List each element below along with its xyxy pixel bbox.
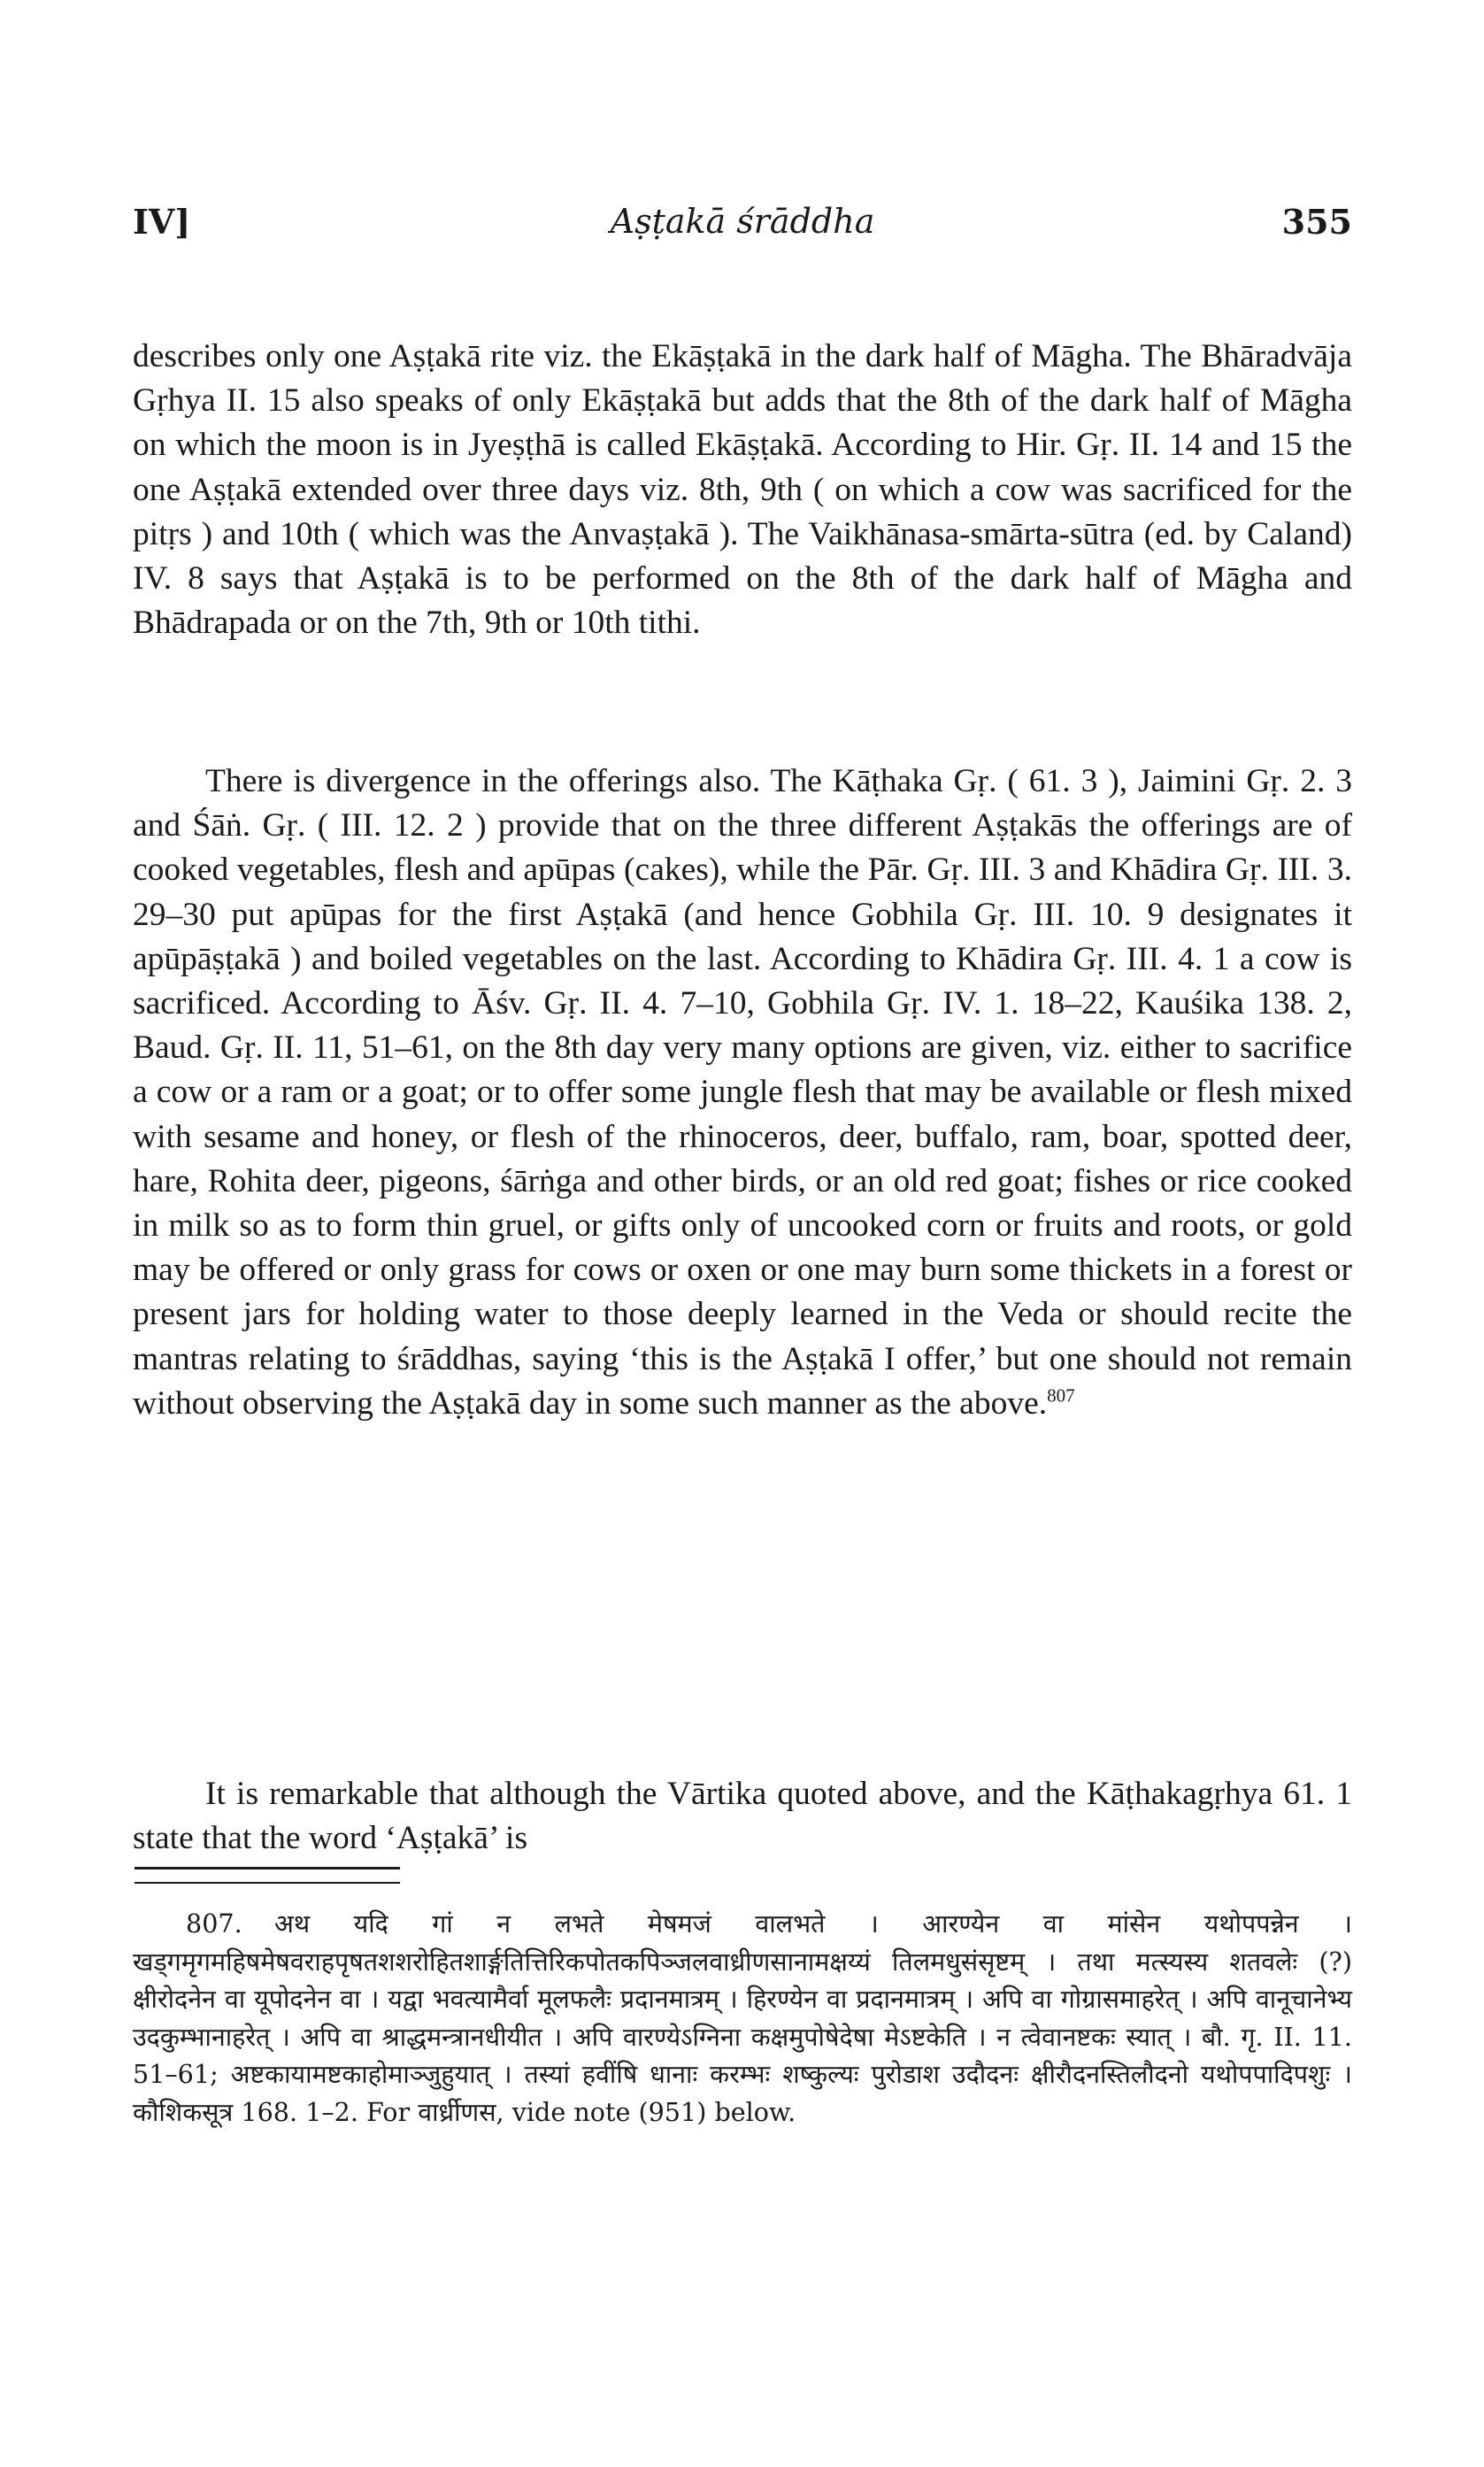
paragraph-text: There is divergence in the offerings also. The Kāṭhaka Gṛ. ( 61. 3 ), Jaimini Gṛ. 2. 3 and Śāṅ. Gṛ. ( III. 12. 2 ) provide that on the three different Aṣṭakās the offerings are of cooked vegetables, flesh and apūpas (cakes), while the Pār. Gṛ. III. 3 and Khādira Gṛ. III. 3. 29–30 put apūpas for the first Aṣṭakā (and hence Gobhila Gṛ. III. 10. 9 designates it apūpāṣṭakā ) and boiled vegetables on the last. According to Khādira Gṛ. III. 4. 1 a cow is sacrificed. According to Āśv. Gṛ. II. 4. 7–10, Gobhila Gṛ. IV. 1. 18–22, Kauśika 138. 2, Baud. Gṛ. II. 11, 51–61, on the 8th day very many options are given, viz. either to sacrifice a cow or a ram or a goat; or to offer some jungle flesh that may be available or flesh mixed with sesame and honey, or flesh of the rhinoceros, deer, buffalo, ram, boar, spotted deer, hare, Rohita deer, pigeons, śārṅga and other birds, or an old red goat; fishes or rice cooked in milk so as to form thin gruel, or gifts only of uncooked corn or fruits and roots, or gold may be offered or only grass for cows or oxen or one may burn some thickets in a forest or present jars for holding water to those deeply learned in the Veda or should recite the mantras relating to śrāddhas, saying ‘this is the Aṣṭakā I offer,’ but one should not remain without observing the Aṣṭakā day in some such manner as the above. [133,763,1352,1422]
footnote-text: अथ यदि गां न लभते मेषमजं वालभते । आरण्येन वा मांसेन यथोपपन्नेन । खड्गमृगमहिषमेषवराहपृषतशशरोहितशार्ङ्गतित्तिरिकपोतकपिञ्जलवाध्रीणसानामक्षय्यं तिलमधुसंसृष्टम् । तथा मत्स्यस्य शतवलेः (?) क्षीरोदनेन वा यूपोदनेन वा । यद्वा भवत्यामैर्वा मूलफलैः प्रदानमात्रम् । हिरण्येन वा प्रदानमात्रम् । अपि वा गोग्रासमाहरेत् । अपि वानूचानेभ्य उदकुम्भानाहरेत् । अपि वा श्राद्धमन्त्रानधीयीत । अपि वारण्येऽग्निना कक्षमुपोषेदेषा मेऽष्टकेति । न त्वेवानष्टकः स्यात् । बौ. गृ. II. 11. 51–61; अष्टकायामष्टकाहोमाञ्जुहुयात् । तस्यां हवींषि धानाः करम्भः शष्कुल्यः पुरोडाश उदौदनः क्षीरौदनस्तिलौदनो यथोपपादिपशुः । कौशिकसूत्र 168. 1–2. For वार्ध्रीणस, vide note (951) below. [133,1908,1352,2127]
footnote-reference: 807 [1047,1384,1075,1407]
paragraph-text: describes only one Aṣṭakā rite viz. the Ekāṣṭakā in the dark half of Māgha. The Bhāradvāja Gṛhya II. 15 also speaks of only Ekāṣṭakā but adds that the 8th of the dark half of Māgha on which the moon is in Jyeṣṭhā is called Ekāṣṭakā. According to Hir. Gṛ. II. 14 and 15 the one Aṣṭakā extended over three days viz. 8th, 9th ( on which a cow was sacrificed for the pitṛs ) and 10th ( which was the Anvaṣṭakā ). The Vaikhānasa-smārta-sūtra (ed. by Caland) IV. 8 says that Aṣṭakā is to be performed on the 8th of the dark half of Māgha and Bhādrapada or on the 7th, 9th or 10th tithi. [133,338,1352,642]
paragraph-3 [133,1772,1352,1861]
chapter-number: IV] [133,202,191,242]
running-header [133,202,1352,255]
paragraph-1 [133,335,1352,645]
footnote-807 [133,1905,1352,2132]
page-number: 355 [1281,202,1352,242]
paragraph-2 [133,759,1352,1426]
footnote-number: 807. [186,1908,242,1939]
footnote-separator [135,1867,400,1884]
running-title: Aṣṭakā śrāddha [610,202,875,241]
paragraph-text: It is remarkable that although the Vārtika quoted above, and the Kāṭhakagṛhya 61. 1 state that the word ‘Aṣṭakā’ is [133,1776,1352,1857]
